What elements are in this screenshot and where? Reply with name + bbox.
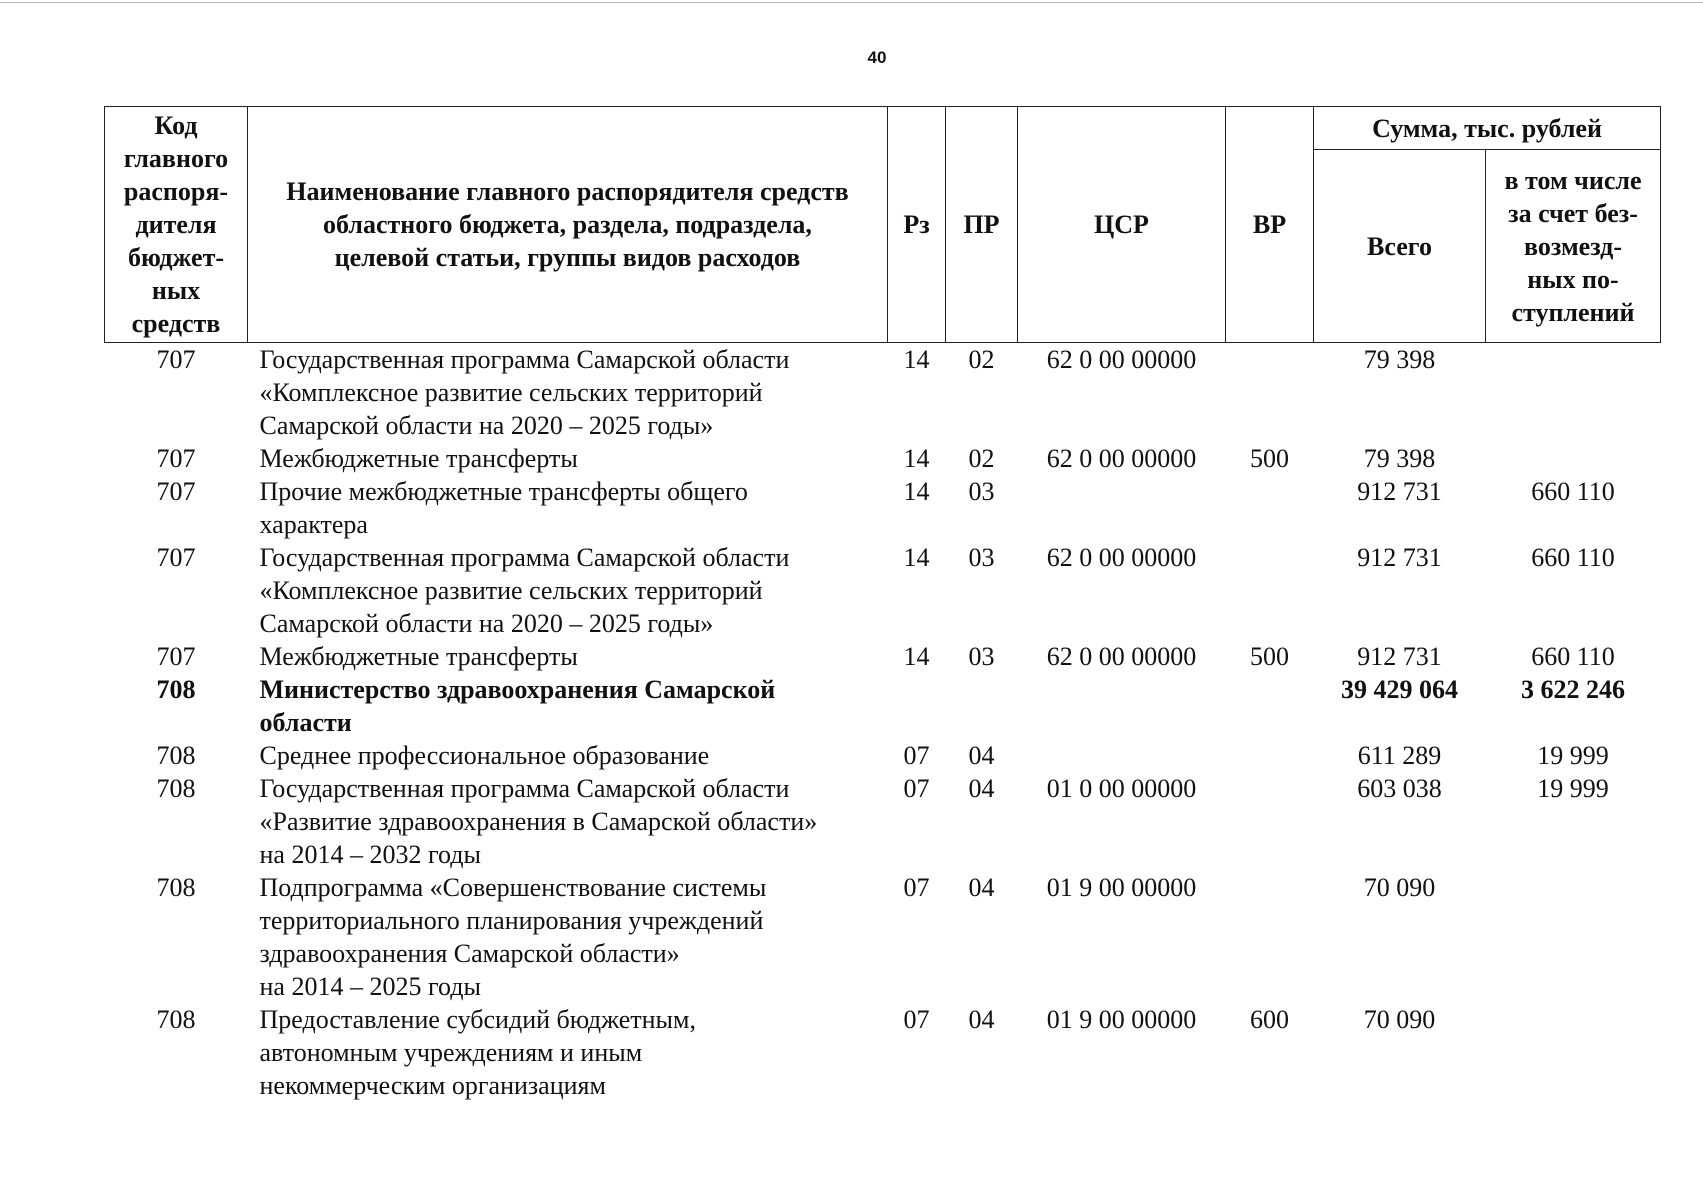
cell-vr bbox=[1226, 871, 1314, 1003]
cell-csr: 01 9 00 00000 bbox=[1046, 1005, 1197, 1034]
header-code: Код главного распоря- дителя бюджет- ных средств bbox=[105, 107, 248, 343]
cell-total: 70 090 bbox=[1363, 873, 1436, 902]
cell-rz: 14 bbox=[903, 345, 930, 374]
cell-name-line: Государственная программа Самарской области bbox=[259, 774, 790, 803]
cell-name-line: «Комплексное развитие сельских территорий bbox=[259, 378, 763, 407]
page-number: 40 bbox=[867, 48, 887, 67]
cell-pr: 03 bbox=[968, 642, 995, 671]
cell-free: 19 999 bbox=[1537, 741, 1609, 770]
cell-csr: 62 0 00 00000 bbox=[1046, 444, 1197, 473]
cell-csr: 62 0 00 00000 bbox=[1046, 345, 1197, 374]
cell-name-line: на 2014 – 2032 годы bbox=[259, 840, 481, 869]
budget-table bbox=[104, 106, 1661, 1102]
header-sum: Сумма, тыс. рублей bbox=[1314, 107, 1661, 150]
cell-code: 708 bbox=[156, 774, 196, 803]
cell-name bbox=[248, 739, 888, 772]
cell-name-line: на 2014 – 2025 годы bbox=[259, 972, 481, 1001]
cell-name bbox=[248, 1003, 888, 1102]
cell-name-line: автономным учреждениям и иным bbox=[259, 1038, 643, 1067]
cell-pr: 04 bbox=[968, 1005, 995, 1034]
cell-name-line: характера bbox=[259, 510, 368, 539]
cell-name bbox=[248, 541, 888, 640]
cell-rz: 14 bbox=[903, 444, 930, 473]
header-vr: ВР bbox=[1226, 107, 1314, 343]
cell-total: 39 429 064 bbox=[1341, 675, 1458, 704]
cell-name-line: Межбюджетные трансферты bbox=[259, 444, 578, 473]
cell-name bbox=[248, 640, 888, 673]
table-row bbox=[105, 640, 1661, 673]
cell-code: 708 bbox=[156, 873, 196, 902]
cell-csr bbox=[1018, 739, 1226, 772]
cell-total: 79 398 bbox=[1363, 345, 1436, 374]
cell-free bbox=[1486, 442, 1661, 475]
cell-pr: 04 bbox=[968, 741, 995, 770]
cell-total: 603 038 bbox=[1357, 774, 1442, 803]
cell-total: 912 731 bbox=[1357, 543, 1442, 572]
cell-name-line: Предоставление субсидий бюджетным, bbox=[259, 1005, 696, 1034]
cell-code: 708 bbox=[156, 675, 196, 704]
cell-total: 912 731 bbox=[1357, 477, 1442, 506]
header-csr: ЦСР bbox=[1018, 107, 1226, 343]
table-header bbox=[105, 107, 1661, 343]
cell-csr: 01 9 00 00000 bbox=[1046, 873, 1197, 902]
cell-code: 707 bbox=[156, 642, 196, 671]
table-row bbox=[105, 1003, 1661, 1102]
table-row bbox=[105, 673, 1661, 739]
cell-vr bbox=[1226, 673, 1314, 739]
cell-name-line: «Комплексное развитие сельских территорий bbox=[259, 576, 763, 605]
cell-name-line: Самарской области на 2020 – 2025 годы» bbox=[259, 411, 714, 440]
cell-code: 707 bbox=[156, 477, 196, 506]
cell-code: 708 bbox=[156, 1005, 196, 1034]
cell-rz: 07 bbox=[903, 1005, 930, 1034]
cell-total: 70 090 bbox=[1363, 1005, 1436, 1034]
cell-code: 708 bbox=[156, 741, 196, 770]
cell-free: 19 999 bbox=[1537, 774, 1609, 803]
cell-vr bbox=[1226, 343, 1314, 443]
cell-name-line: Самарской области на 2020 – 2025 годы» bbox=[259, 609, 714, 638]
cell-name-line: некоммерческим организациям bbox=[259, 1071, 606, 1100]
cell-total: 912 731 bbox=[1357, 642, 1442, 671]
header-total: Всего bbox=[1314, 150, 1486, 343]
cell-name bbox=[248, 442, 888, 475]
table-row bbox=[105, 739, 1661, 772]
header-name: Наименование главного распорядителя средств областного бюджета, раздела, подраздела, целевой статьи, группы видов расходов bbox=[248, 107, 888, 343]
cell-csr: 62 0 00 00000 bbox=[1046, 543, 1197, 572]
table-row bbox=[105, 343, 1661, 443]
table-row bbox=[105, 772, 1661, 871]
cell-free: 660 110 bbox=[1531, 642, 1615, 671]
table-body bbox=[105, 343, 1661, 1103]
cell-name bbox=[248, 475, 888, 541]
cell-name-line: Государственная программа Самарской области bbox=[259, 345, 790, 374]
cell-name-line: области bbox=[259, 708, 352, 737]
cell-free bbox=[1486, 871, 1661, 1003]
cell-rz: 07 bbox=[903, 741, 930, 770]
cell-name bbox=[248, 343, 888, 443]
cell-rz: 14 bbox=[903, 543, 930, 572]
cell-name-line: Государственная программа Самарской области bbox=[259, 543, 790, 572]
header-pr: ПР bbox=[946, 107, 1018, 343]
cell-name-line: «Развитие здравоохранения в Самарской области» bbox=[259, 807, 818, 836]
cell-name-line: территориального планирования учреждений bbox=[259, 906, 764, 935]
cell-vr bbox=[1226, 541, 1314, 640]
cell-free bbox=[1486, 343, 1661, 443]
cell-pr: 03 bbox=[968, 477, 995, 506]
cell-pr bbox=[946, 673, 1018, 739]
cell-pr: 02 bbox=[968, 345, 995, 374]
cell-pr: 04 bbox=[968, 873, 995, 902]
cell-rz bbox=[888, 673, 946, 739]
cell-name-line: здравоохранения Самарской области» bbox=[259, 939, 680, 968]
cell-vr: 600 bbox=[1250, 1005, 1289, 1034]
cell-vr bbox=[1226, 475, 1314, 541]
cell-pr: 04 bbox=[968, 774, 995, 803]
cell-rz: 14 bbox=[903, 642, 930, 671]
header-free: в том числе за счет без- возмезд- ных по- ступлений bbox=[1486, 150, 1661, 343]
cell-name bbox=[248, 673, 888, 739]
cell-code: 707 bbox=[156, 543, 196, 572]
cell-csr bbox=[1018, 673, 1226, 739]
scan-edge-line bbox=[0, 2, 1703, 3]
cell-name-line: Среднее профессиональное образование bbox=[259, 741, 710, 770]
cell-pr: 03 bbox=[968, 543, 995, 572]
table-row bbox=[105, 475, 1661, 541]
cell-vr bbox=[1226, 772, 1314, 871]
cell-rz: 07 bbox=[903, 774, 930, 803]
cell-pr: 02 bbox=[968, 444, 995, 473]
cell-name-line: Прочие межбюджетные трансферты общего bbox=[259, 477, 748, 506]
cell-code: 707 bbox=[156, 345, 196, 374]
cell-vr: 500 bbox=[1250, 642, 1289, 671]
cell-vr bbox=[1226, 739, 1314, 772]
cell-free: 660 110 bbox=[1531, 477, 1615, 506]
cell-csr: 62 0 00 00000 bbox=[1046, 642, 1197, 671]
cell-total: 79 398 bbox=[1363, 444, 1436, 473]
cell-vr: 500 bbox=[1250, 444, 1289, 473]
header-rz: Рз bbox=[888, 107, 946, 343]
cell-name bbox=[248, 871, 888, 1003]
cell-name bbox=[248, 772, 888, 871]
cell-name-line: Министерство здравоохранения Самарской bbox=[259, 675, 776, 704]
cell-csr bbox=[1018, 475, 1226, 541]
cell-free bbox=[1486, 1003, 1661, 1102]
cell-free: 3 622 246 bbox=[1521, 675, 1625, 704]
cell-free: 660 110 bbox=[1531, 543, 1615, 572]
cell-rz: 07 bbox=[903, 873, 930, 902]
table-row bbox=[105, 541, 1661, 640]
cell-rz: 14 bbox=[903, 477, 930, 506]
table-row bbox=[105, 871, 1661, 1003]
cell-csr: 01 0 00 00000 bbox=[1046, 774, 1197, 803]
cell-total: 611 289 bbox=[1357, 741, 1442, 770]
table-row bbox=[105, 442, 1661, 475]
cell-name-line: Подпрограмма «Совершенствование системы bbox=[259, 873, 767, 902]
cell-code: 707 bbox=[156, 444, 196, 473]
cell-name-line: Межбюджетные трансферты bbox=[259, 642, 578, 671]
